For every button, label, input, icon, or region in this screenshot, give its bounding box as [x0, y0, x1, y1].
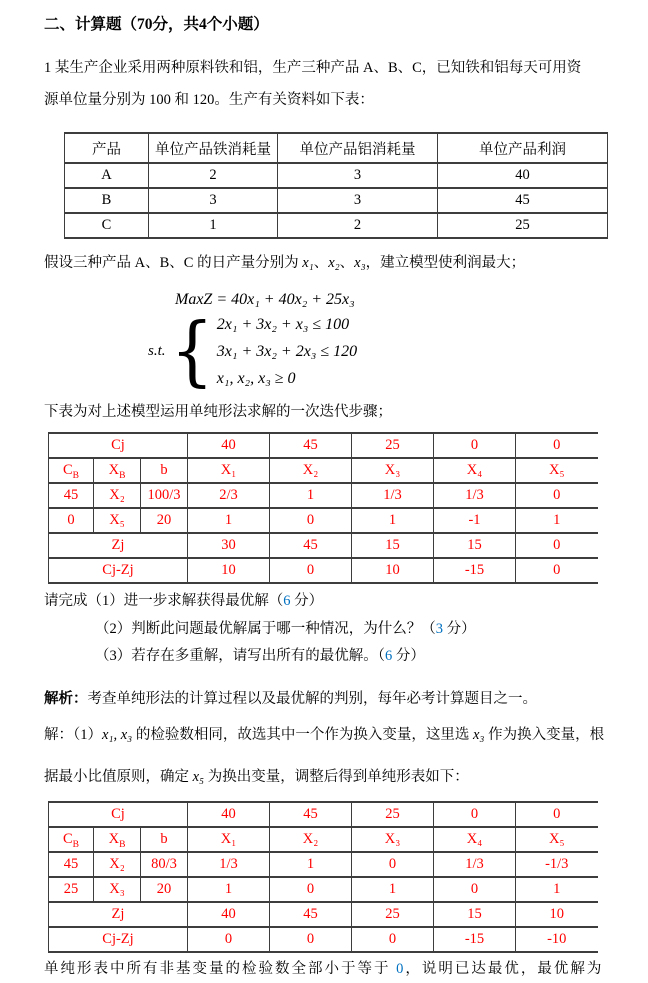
table-header-cell: 产品	[65, 133, 149, 163]
table-cell: 0	[434, 877, 516, 902]
question-text: 请完成（1）进一步求解获得最优解（	[44, 593, 284, 609]
simplex-table-2	[48, 801, 598, 953]
intro-line-1: 1 某生产企业采用两种原料铁和铝，生产三种产品 A、B、C，已知铁和铝每天可用资	[44, 60, 582, 76]
constraint-3: x₁, x₂, x₃ ≥ 0	[216, 370, 296, 387]
intro-line-2: 源单位量分别为 100 和 120。生产有关资料如下表：	[44, 92, 374, 108]
table-cell: Cj	[49, 433, 188, 458]
question-text: 分）	[290, 593, 324, 609]
table-cell: X₃	[352, 458, 434, 483]
table-cell: 25	[438, 213, 608, 238]
table-cell: 0	[434, 433, 516, 458]
table-cell: $C_B$	[49, 827, 94, 852]
st-label: s.t.	[148, 343, 166, 359]
table-cell: 1/3	[434, 852, 516, 877]
table-cell: 1	[516, 508, 598, 533]
table-cell: Zj	[49, 902, 188, 927]
header-row	[49, 458, 598, 483]
table-row	[65, 213, 608, 238]
zj-row	[49, 533, 598, 558]
math-x5: x₅	[192, 768, 205, 785]
score-number: 3	[435, 620, 443, 637]
table-cell: 45	[270, 433, 352, 458]
table-cell: Cj-Zj	[49, 927, 188, 952]
table-cell: 45	[49, 852, 94, 877]
table-cell: 2/3	[188, 483, 270, 508]
cj-row	[49, 802, 598, 827]
assumption-paragraph	[44, 251, 614, 275]
table-cell: X₅	[94, 508, 141, 533]
header-row	[49, 827, 598, 852]
question-text: （2）判断此问题最优解属于哪一种情况，为什么？（	[95, 620, 436, 637]
table-cell: 25	[352, 802, 434, 827]
table-cell: 2	[278, 213, 438, 238]
solution-text: 作为换入变量，根	[484, 726, 605, 743]
analysis-text: 考查单纯形法的计算过程以及最优解的判别，每年必考计算题目之一。	[87, 690, 537, 707]
table-cell: X₁	[188, 458, 270, 483]
cjzj-row	[49, 558, 598, 583]
table-cell: -1	[434, 508, 516, 533]
table-cell: 0	[516, 483, 598, 508]
question-text: 分）	[392, 648, 425, 664]
table-cell: 10	[516, 902, 598, 927]
question-2	[95, 616, 614, 644]
table-cell: X₃	[352, 827, 434, 852]
table-cell: X₂	[270, 458, 352, 483]
table-cell: X₄	[434, 458, 516, 483]
table-cell: X₃	[94, 877, 141, 902]
table-cell: 1	[188, 877, 270, 902]
table-cell: 40	[438, 163, 608, 188]
table-cell: 0	[270, 877, 352, 902]
table-cell: 0	[270, 558, 352, 583]
table-cell: X₁	[188, 827, 270, 852]
table-cell: 3	[278, 188, 438, 213]
table-cell: 0	[188, 927, 270, 952]
iteration-note: 下表为对上述模型运用单纯形法求解的一次迭代步骤；	[44, 404, 392, 420]
table-cell: 45	[270, 533, 352, 558]
table-cell: 45	[270, 802, 352, 827]
table-cell: Zj	[49, 533, 188, 558]
assumption-text: 假设三种产品 A、B、C 的日产量分别为	[44, 255, 303, 271]
table-header-cell: 单位产品铁消耗量	[149, 133, 278, 163]
table-cell: 0	[516, 558, 598, 583]
table-cell: 1	[270, 852, 352, 877]
table-cell: A	[65, 163, 149, 188]
table-cell: X₅	[516, 458, 598, 483]
table-cell: 1	[149, 213, 278, 238]
solution-line-1	[44, 723, 614, 747]
table-cell: 0	[352, 852, 434, 877]
table-cell: X₄	[434, 827, 516, 852]
table-cell: 15	[434, 533, 516, 558]
score-number: 6	[283, 593, 291, 609]
assumption-text: ，建立模型使利润最大；	[365, 255, 526, 271]
math-x1x3: x₁, x₃	[102, 726, 133, 743]
table-cell: -10	[516, 927, 598, 952]
table-header-cell: 单位产品利润	[438, 133, 608, 163]
table-cell: 1	[516, 877, 598, 902]
table-cell: 0	[352, 927, 434, 952]
table-cell: 40	[188, 902, 270, 927]
table-cell: 25	[352, 433, 434, 458]
table-header-cell: 单位产品铝消耗量	[278, 133, 438, 163]
cj-row	[49, 433, 598, 458]
table-cell: 80/3	[141, 852, 188, 877]
table-cell: X₅	[516, 827, 598, 852]
constraint-list	[217, 311, 357, 392]
basis-row	[49, 852, 598, 877]
table-cell: $X_B$	[94, 827, 141, 852]
table-cell: 25	[352, 902, 434, 927]
table-cell: 1	[188, 508, 270, 533]
table-cell: 0	[516, 433, 598, 458]
table-cell: 0	[434, 802, 516, 827]
table-row	[65, 163, 608, 188]
table-cell: 2	[149, 163, 278, 188]
table-cell: 0	[516, 802, 598, 827]
table-cell: -15	[434, 927, 516, 952]
zj-row	[49, 902, 598, 927]
basis-row	[49, 877, 598, 902]
table-cell: b	[141, 458, 188, 483]
separator: 、	[313, 255, 329, 271]
analysis-label: 解析：	[44, 690, 88, 707]
intro-paragraph	[44, 52, 614, 116]
table-cell: 1/3	[434, 483, 516, 508]
table-cell: B	[65, 188, 149, 213]
table-cell: 30	[188, 533, 270, 558]
solution-text: 为换出变量，调整后得到单纯形表如下：	[204, 768, 469, 785]
table-cell: 3	[149, 188, 278, 213]
constraint-2: 3x₁ + 3x₂ + 2x₃ ≤ 120	[216, 343, 358, 360]
objective-function: MaxZ = 40x₁ + 40x₂ + 25x₃	[175, 291, 355, 308]
question-1	[44, 588, 614, 616]
table-cell: 45	[270, 902, 352, 927]
table-cell: 45	[49, 483, 94, 508]
table-cell: X₂	[94, 852, 141, 877]
math-x3: x₃	[354, 255, 366, 271]
question-3	[95, 643, 614, 671]
basis-row	[49, 483, 598, 508]
table-cell: b	[141, 827, 188, 852]
table-cell: 1/3	[188, 852, 270, 877]
table-cell: 40	[188, 433, 270, 458]
table-cell: Cj	[49, 802, 188, 827]
table-cell: C	[65, 213, 149, 238]
solution-text: 解：（1）	[44, 726, 102, 743]
table-cell: 1	[352, 508, 434, 533]
constraint-1: 2x₁ + 3x₂ + x₃ ≤ 100	[216, 316, 350, 333]
question-text: （3）若存在多重解，请写出所有的最优解。（	[95, 648, 385, 664]
table-header-row	[65, 133, 608, 163]
table-cell: 100/3	[141, 483, 188, 508]
math-x1: x₁	[302, 255, 314, 271]
table-cell: X₂	[270, 827, 352, 852]
table-cell: 0	[270, 508, 352, 533]
question-text: 分）	[443, 620, 476, 637]
conclusion-text: ，说明已达最优，最优解为	[405, 960, 604, 977]
table-cell: 45	[438, 188, 608, 213]
brace-glyph: {	[170, 307, 214, 396]
conclusion-line	[44, 957, 614, 981]
math-x3: x₃	[472, 726, 485, 743]
table-cell: -15	[434, 558, 516, 583]
table-row	[65, 188, 608, 213]
math-x2: x₂	[328, 255, 340, 271]
table-cell: Cj-Zj	[49, 558, 188, 583]
separator: 、	[339, 255, 355, 271]
analysis-paragraph	[44, 687, 614, 711]
conclusion-text: 单纯形表中所有非基变量的检验数全部小于等于	[44, 960, 397, 977]
table-cell: 0	[49, 508, 94, 533]
table-cell: $C_B$	[49, 458, 94, 483]
table-cell: 0	[270, 927, 352, 952]
basis-row	[49, 508, 598, 533]
constraint-system	[148, 307, 614, 396]
table-cell: 10	[188, 558, 270, 583]
simplex-table-1	[48, 432, 598, 584]
table-cell: X₂	[94, 483, 141, 508]
table-cell: 15	[434, 902, 516, 927]
table-cell: 10	[352, 558, 434, 583]
section-heading: 二、计算题（70分，共4个小题）	[44, 16, 269, 33]
cjzj-row	[49, 927, 598, 952]
solution-line-2	[44, 765, 614, 789]
score-number: 6	[385, 648, 393, 664]
table-cell: $X_B$	[94, 458, 141, 483]
table-cell: 20	[141, 508, 188, 533]
table-cell: 1	[352, 877, 434, 902]
table-cell: 40	[188, 802, 270, 827]
table-cell: 1/3	[352, 483, 434, 508]
table-cell: 15	[352, 533, 434, 558]
table-cell: 0	[516, 533, 598, 558]
table-cell: 25	[49, 877, 94, 902]
table-cell: 3	[278, 163, 438, 188]
table-cell: -1/3	[516, 852, 598, 877]
table-cell: 1	[270, 483, 352, 508]
product-data-table	[64, 132, 608, 239]
solution-text: 的检验数相同，故选其中一个作为换入变量，这里选	[132, 726, 473, 743]
conclusion-number: 0	[396, 960, 406, 977]
table-cell: 20	[141, 877, 188, 902]
solution-text: 据最小比值原则，确定	[44, 768, 193, 785]
